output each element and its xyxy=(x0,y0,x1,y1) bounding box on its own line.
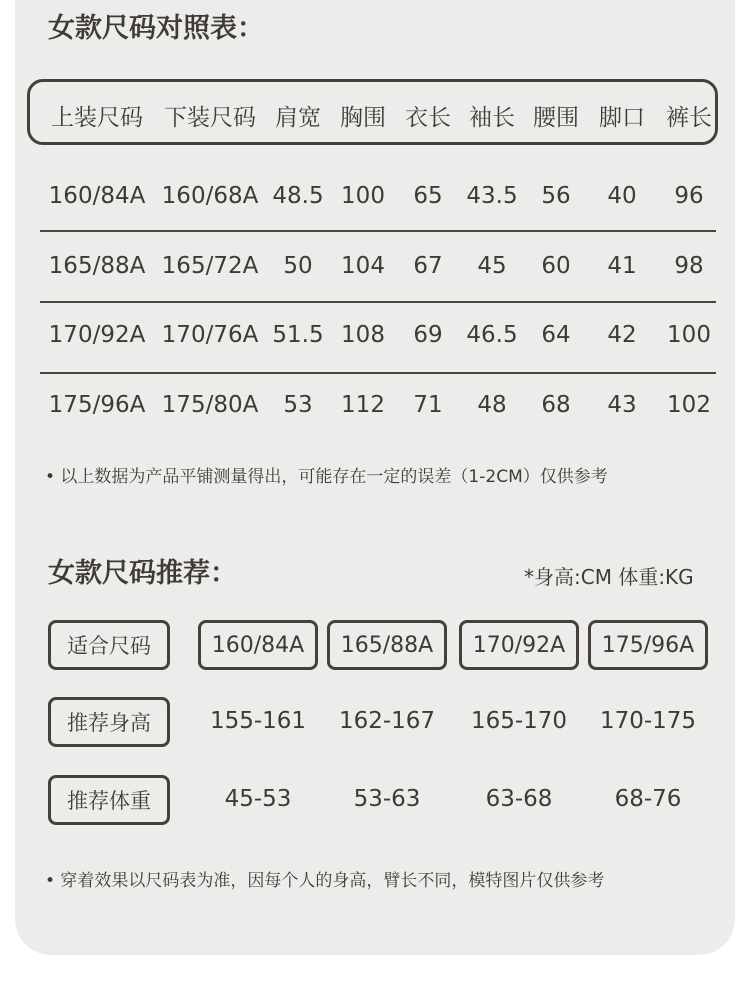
header-label: 衣长 xyxy=(405,105,451,131)
table-cell-value: 40 xyxy=(607,183,637,209)
size-chart-title: 女款尺码对照表： xyxy=(48,13,264,44)
height-value-text: 155-161 xyxy=(209,708,307,734)
table-cell-value: 69 xyxy=(413,322,443,348)
height-value-text: 162-167 xyxy=(338,708,436,734)
table-cell-value: 104 xyxy=(341,253,385,279)
table-cell-value: 42 xyxy=(607,322,637,348)
row-divider xyxy=(40,372,716,374)
header-label: 上装尺码 xyxy=(51,105,143,131)
row-divider xyxy=(40,230,716,232)
recommendation-note: • 穿着效果以尺码表为准，因每个人的身高，臂长不同，模特图片仅供参考 xyxy=(45,871,605,891)
table-cell-value: 160/68A xyxy=(161,183,259,209)
header-label: 肩宽 xyxy=(275,105,321,131)
table-cell-value: 60 xyxy=(541,253,571,279)
table-cell-value: 71 xyxy=(413,392,443,418)
table-cell-value: 45 xyxy=(477,253,507,279)
table-cell-value: 96 xyxy=(674,183,704,209)
table-cell-value: 64 xyxy=(541,322,571,348)
weight-value-text: 68-76 xyxy=(614,786,682,812)
size-option-box: 165/88A xyxy=(327,620,447,670)
table-cell-value: 170/92A xyxy=(48,322,146,348)
table-cell-value: 175/80A xyxy=(161,392,259,418)
table-cell-value: 51.5 xyxy=(272,322,324,348)
table-cell-value: 98 xyxy=(674,253,704,279)
unit-note: *身高:CM 体重:KG xyxy=(524,565,694,589)
table-cell-value: 165/72A xyxy=(161,253,259,279)
table-cell-value: 68 xyxy=(541,392,571,418)
header-label: 腰围 xyxy=(533,105,579,131)
size-option-box: 170/92A xyxy=(459,620,579,670)
table-cell-value: 65 xyxy=(413,183,443,209)
recommendation-title: 女款尺码推荐： xyxy=(48,558,237,589)
table-cell-value: 53 xyxy=(283,392,313,418)
table-cell-value: 46.5 xyxy=(466,322,518,348)
height-value-text: 165-170 xyxy=(470,708,568,734)
table-cell-value: 165/88A xyxy=(48,253,146,279)
header-label: 脚口 xyxy=(599,105,645,131)
table-cell-value: 102 xyxy=(667,392,711,418)
table-cell-value: 100 xyxy=(341,183,385,209)
table-cell-value: 112 xyxy=(341,392,385,418)
weight-value-text: 45-53 xyxy=(224,786,292,812)
table-cell-value: 100 xyxy=(667,322,711,348)
table-cell-value: 43 xyxy=(607,392,637,418)
table-cell-value: 48.5 xyxy=(272,183,324,209)
weight-row-label: 推荐体重 xyxy=(48,775,170,825)
table-cell-value: 56 xyxy=(541,183,571,209)
size-chart-note: • 以上数据为产品平铺测量得出，可能存在一定的误差（1-2CM）仅供参考 xyxy=(45,467,608,487)
weight-value-text: 53-63 xyxy=(353,786,421,812)
table-cell-value: 41 xyxy=(607,253,637,279)
size-row-label: 适合尺码 xyxy=(48,620,170,670)
height-value-text: 170-175 xyxy=(599,708,697,734)
table-cell-value: 43.5 xyxy=(466,183,518,209)
table-cell-value: 67 xyxy=(413,253,443,279)
header-label: 下装尺码 xyxy=(164,105,256,131)
header-label: 袖长 xyxy=(469,105,515,131)
table-cell-value: 48 xyxy=(477,392,507,418)
height-row-label: 推荐身高 xyxy=(48,697,170,747)
size-option-box: 160/84A xyxy=(198,620,318,670)
table-cell-value: 108 xyxy=(341,322,385,348)
table-cell-value: 175/96A xyxy=(48,392,146,418)
size-option-box: 175/96A xyxy=(588,620,708,670)
header-label: 裤长 xyxy=(666,105,712,131)
table-cell-value: 50 xyxy=(283,253,313,279)
table-cell-value: 170/76A xyxy=(161,322,259,348)
weight-value-text: 63-68 xyxy=(485,786,553,812)
header-label: 胸围 xyxy=(340,105,386,131)
table-cell-value: 160/84A xyxy=(48,183,146,209)
row-divider xyxy=(40,301,716,303)
